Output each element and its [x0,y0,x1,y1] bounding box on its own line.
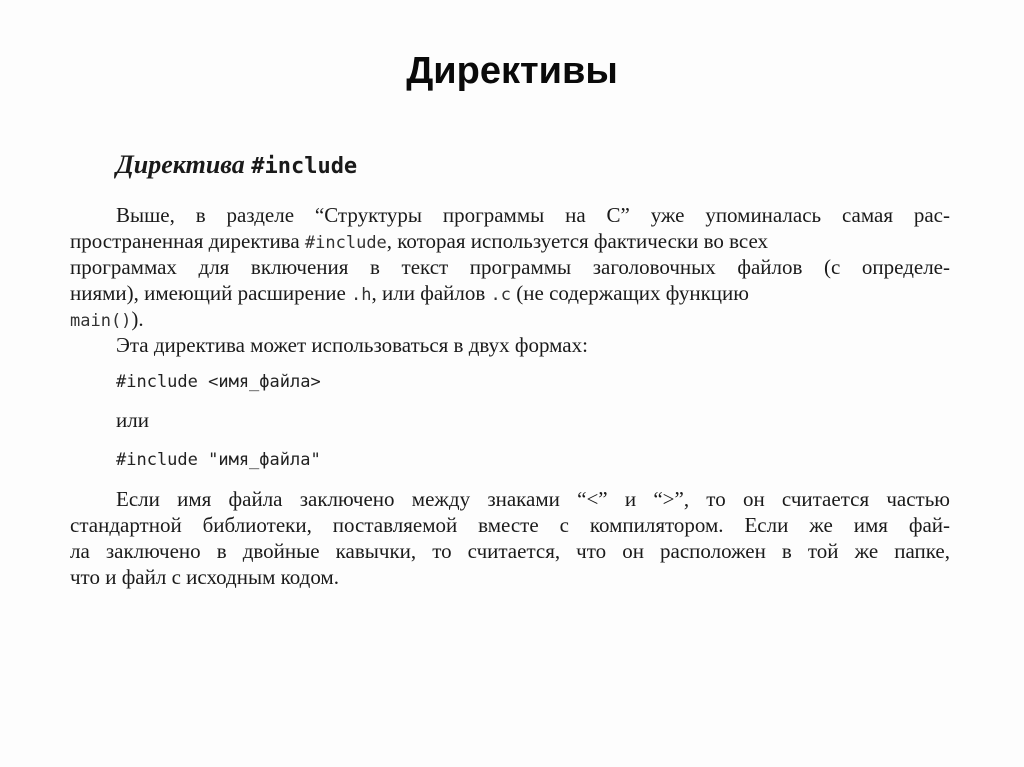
section-heading-code: #include [251,154,358,179]
c-extension-code: .c [490,285,512,305]
paragraph1-line2-text-b: , которая используется фактически во всех [386,229,769,253]
include-angle-form: #include <имя_файла> [116,372,321,392]
paragraph2-line1: Эта директива может использоваться в двух формах: [116,333,588,357]
section-heading [116,150,357,180]
paragraph3-line3: ла заключено в двойные кавычки, то считается, что он расположен в той же папке, [70,539,950,563]
section-heading-text: Директива [116,150,245,179]
paragraph1-line3: программах для включения в текст программы заголовочных файлов (с определе- [70,255,950,279]
paragraph1-line4-text-a: ниями), имеющий расширение [70,281,352,305]
paragraph1-line5 [70,306,144,334]
paragraph1-line4-text-c: (не содержащих функцию [511,281,749,305]
slide-title: Директивы [406,50,618,92]
or-word: или [116,408,149,432]
include-quote-form: #include "имя_файла" [116,450,321,470]
paragraph3-line1: Если имя файла заключено между знаками “<” и “>”, то он считается частью [116,487,950,511]
paragraph1-line1: Выше, в разделе “Структуры программы на С” уже упоминалась самая рас- [116,203,950,227]
paragraph3-line2: стандартной библиотеки, поставляемой вместе с компилятором. Если же имя фай- [70,513,950,537]
paragraph1-line2 [70,228,950,256]
paragraph1-line5-text: ). [131,307,144,331]
paragraph1-line4 [70,280,950,308]
include-inline-code: #include [304,233,387,253]
paragraph3-line4: что и файл с исходным кодом. [70,565,339,589]
h-extension-code: .h [351,285,372,305]
paragraph1-line2-text-a: пространенная директива [70,229,305,253]
paragraph1-line4-text-b: , или файлов [371,281,491,305]
main-function-code: main() [70,311,132,331]
